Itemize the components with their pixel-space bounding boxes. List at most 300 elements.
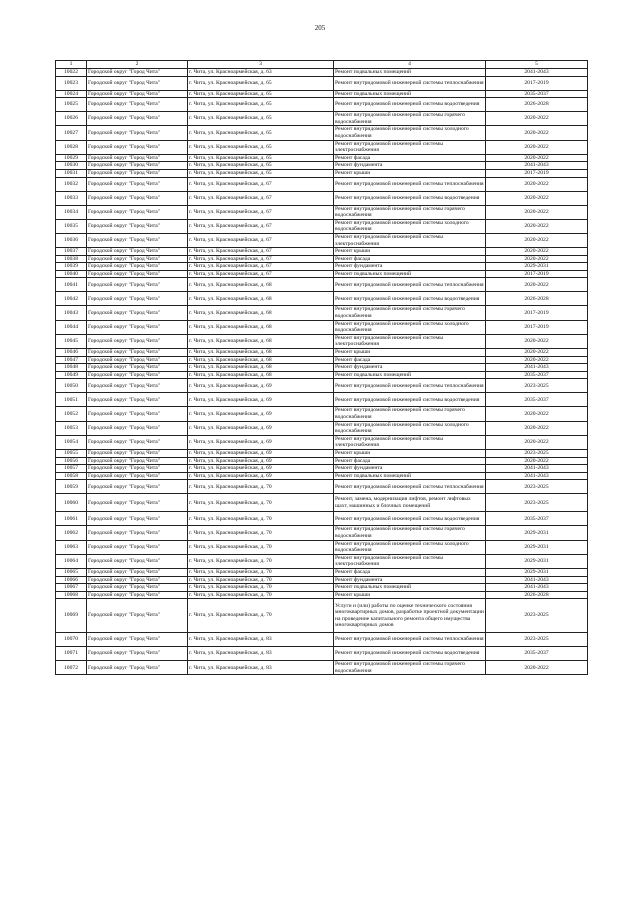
table-row: [56, 393, 588, 407]
address-cell: г. Чита, ул. Красноармейская, д. 69: [188, 472, 334, 480]
address-cell: г. Чита, ул. Красноармейская, д. 65: [188, 98, 334, 112]
municipality-cell: Городской округ "Город Чита": [87, 457, 188, 465]
period-cell: 2017-2019: [486, 169, 588, 177]
work-type-cell: Ремонт фасада: [334, 154, 486, 162]
period-cell: 2029-2031: [486, 568, 588, 576]
work-type-cell: Ремонт внутридомовой инженерной системы горячего водоснабжения: [334, 205, 486, 219]
work-type-cell: Ремонт подвальных помещений: [334, 270, 486, 278]
address-cell: г. Чита, ул. Красноармейская, д. 68: [188, 306, 334, 320]
work-type-cell: Ремонт крыши: [334, 591, 486, 599]
work-type-cell: Ремонт внутридомовой инженерной системы горячего водоснабжения: [334, 661, 486, 675]
table-row: [56, 661, 588, 675]
municipality-cell: Городской округ "Город Чита": [87, 526, 188, 540]
row-number-cell: 10045: [56, 334, 87, 348]
municipality-cell: Городской округ "Город Чита": [87, 661, 188, 675]
address-cell: г. Чита, ул. Красноармейская, д. 65: [188, 162, 334, 170]
municipality-cell: Городской округ "Город Чита": [87, 177, 188, 191]
period-cell: 2020-2022: [486, 177, 588, 191]
address-cell: г. Чита, ул. Красноармейская, д. 83: [188, 661, 334, 675]
address-cell: г. Чита, ул. Красноармейская, д. 70: [188, 540, 334, 554]
address-cell: г. Чита, ул. Красноармейская, д. 69: [188, 449, 334, 457]
municipality-cell: Городской округ "Город Чита": [87, 306, 188, 320]
row-number-cell: 10038: [56, 255, 87, 263]
work-type-cell: Ремонт внутридомовой инженерной системы электроснабжения: [334, 435, 486, 449]
row-number-cell: 10051: [56, 393, 87, 407]
table-row: [56, 472, 588, 480]
period-cell: 2020-2022: [486, 356, 588, 364]
work-type-cell: Ремонт крыши: [334, 449, 486, 457]
work-type-cell: Ремонт подвальных помещений: [334, 371, 486, 379]
work-type-cell: Ремонт внутридомовой инженерной системы горячего водоснабжения: [334, 306, 486, 320]
municipality-cell: Городской округ "Город Чита": [87, 126, 188, 140]
address-cell: г. Чита, ул. Красноармейская, д. 67: [188, 233, 334, 247]
table-row: [56, 320, 588, 334]
municipality-cell: Городской округ "Город Чита": [87, 112, 188, 126]
work-type-cell: Ремонт, замена, модернизация лифтов, ремонт лифтовых шахт, машинных и блочных помещений: [334, 494, 486, 512]
address-cell: г. Чита, ул. Красноармейская, д. 69: [188, 393, 334, 407]
period-cell: 2035-2037: [486, 512, 588, 526]
period-cell: 2017-2019: [486, 306, 588, 320]
address-cell: г. Чита, ул. Красноармейская, д. 69: [188, 457, 334, 465]
period-cell: 2035-2037: [486, 647, 588, 661]
municipality-cell: Городской округ "Город Чита": [87, 263, 188, 271]
table-row: [56, 169, 588, 177]
municipality-cell: Городской округ "Город Чита": [87, 278, 188, 292]
work-type-cell: Ремонт крыши: [334, 349, 486, 357]
municipality-cell: Городской округ "Город Чита": [87, 480, 188, 494]
address-cell: г. Чита, ул. Красноармейская, д. 67: [188, 255, 334, 263]
row-number-cell: 10043: [56, 306, 87, 320]
table-row: [56, 554, 588, 568]
municipality-cell: Городской округ "Город Чита": [87, 140, 188, 154]
period-cell: 2035-2037: [486, 393, 588, 407]
table-row: [56, 233, 588, 247]
table-row: [56, 540, 588, 554]
work-type-cell: Ремонт внутридомовой инженерной системы теплоснабжения: [334, 278, 486, 292]
table-row: [56, 633, 588, 647]
municipality-cell: Городской округ "Город Чита": [87, 371, 188, 379]
period-cell: 2020-2022: [486, 233, 588, 247]
municipality-cell: Городской округ "Город Чита": [87, 576, 188, 584]
row-number-cell: 10027: [56, 126, 87, 140]
row-number-cell: 10059: [56, 480, 87, 494]
period-cell: 2026-2028: [486, 591, 588, 599]
table-row: [56, 292, 588, 306]
work-type-cell: Ремонт внутридомовой инженерной системы теплоснабжения: [334, 76, 486, 90]
period-cell: 2017-2019: [486, 320, 588, 334]
period-cell: 2029-2031: [486, 263, 588, 271]
table-row: [56, 465, 588, 473]
table-row: [56, 69, 588, 77]
period-cell: 2023-2025: [486, 480, 588, 494]
work-type-cell: Ремонт подвальных помещений: [334, 472, 486, 480]
address-cell: г. Чита, ул. Красноармейская, д. 65: [188, 112, 334, 126]
table-row: [56, 126, 588, 140]
period-cell: 2041-2043: [486, 162, 588, 170]
work-type-cell: Ремонт внутридомовой инженерной системы теплоснабжения: [334, 379, 486, 393]
row-number-cell: 10056: [56, 457, 87, 465]
row-number-cell: 10063: [56, 540, 87, 554]
row-number-cell: 10044: [56, 320, 87, 334]
row-number-cell: 10039: [56, 263, 87, 271]
work-type-cell: Ремонт внутридомовой инженерной системы электроснабжения: [334, 140, 486, 154]
period-cell: 2020-2022: [486, 278, 588, 292]
row-number-cell: 10070: [56, 633, 87, 647]
table-row: [56, 90, 588, 98]
row-number-cell: 10037: [56, 248, 87, 256]
row-number-cell: 10060: [56, 494, 87, 512]
table-row: [56, 591, 588, 599]
table-row: [56, 248, 588, 256]
work-type-cell: Ремонт подвальных помещений: [334, 69, 486, 77]
work-type-cell: Ремонт внутридомовой инженерной системы водоотведения: [334, 393, 486, 407]
municipality-cell: Городской округ "Город Чита": [87, 364, 188, 372]
row-number-cell: 10069: [56, 599, 87, 633]
table-row: [56, 278, 588, 292]
row-number-cell: 10071: [56, 647, 87, 661]
municipality-cell: Городской округ "Город Чита": [87, 69, 188, 77]
period-cell: 2029-2031: [486, 554, 588, 568]
address-cell: г. Чита, ул. Красноармейская, д. 70: [188, 526, 334, 540]
municipality-cell: Городской округ "Город Чита": [87, 248, 188, 256]
municipality-cell: Городской округ "Город Чита": [87, 320, 188, 334]
table-row: [56, 191, 588, 205]
row-number-cell: 10035: [56, 219, 87, 233]
municipality-cell: Городской округ "Город Чита": [87, 421, 188, 435]
row-number-cell: 10042: [56, 292, 87, 306]
address-cell: г. Чита, ул. Красноармейская, д. 68: [188, 349, 334, 357]
row-number-cell: 10047: [56, 356, 87, 364]
period-cell: 2020-2022: [486, 407, 588, 421]
address-cell: г. Чита, ул. Красноармейская, д. 70: [188, 591, 334, 599]
address-cell: г. Чита, ул. Красноармейская, д. 67: [188, 219, 334, 233]
period-cell: 2029-2031: [486, 540, 588, 554]
column-header: 5: [486, 61, 588, 69]
address-cell: г. Чита, ул. Красноармейская, д. 69: [188, 407, 334, 421]
period-cell: 2041-2043: [486, 576, 588, 584]
table-row: [56, 263, 588, 271]
period-cell: 2023-2025: [486, 379, 588, 393]
work-type-cell: Ремонт внутридомовой инженерной системы водоотведения: [334, 191, 486, 205]
period-cell: 2041-2043: [486, 364, 588, 372]
municipality-cell: Городской округ "Город Чита": [87, 255, 188, 263]
table-body: [56, 69, 588, 675]
address-cell: г. Чита, ул. Красноармейская, д. 68: [188, 334, 334, 348]
address-cell: г. Чита, ул. Красноармейская, д. 68: [188, 356, 334, 364]
table-row: [56, 371, 588, 379]
row-number-cell: 10062: [56, 526, 87, 540]
work-type-cell: Ремонт внутридомовой инженерной системы водоотведения: [334, 98, 486, 112]
municipality-cell: Городской округ "Город Чита": [87, 494, 188, 512]
address-cell: г. Чита, ул. Красноармейская, д. 83: [188, 633, 334, 647]
row-number-cell: 10065: [56, 568, 87, 576]
work-type-cell: Ремонт внутридомовой инженерной системы холодного водоснабжения: [334, 126, 486, 140]
address-cell: г. Чита, ул. Красноармейская, д. 67: [188, 205, 334, 219]
address-cell: г. Чита, ул. Красноармейская, д. 69: [188, 465, 334, 473]
row-number-cell: 10032: [56, 177, 87, 191]
work-type-cell: Ремонт фасада: [334, 457, 486, 465]
period-cell: 2029-2031: [486, 526, 588, 540]
work-type-cell: Ремонт фундамента: [334, 465, 486, 473]
table-row: [56, 457, 588, 465]
work-type-cell: Ремонт внутридомовой инженерной системы теплоснабжения: [334, 177, 486, 191]
municipality-cell: Городской округ "Город Чита": [87, 334, 188, 348]
period-cell: 2026-2028: [486, 292, 588, 306]
address-cell: г. Чита, ул. Красноармейская, д. 70: [188, 480, 334, 494]
row-number-cell: 10057: [56, 465, 87, 473]
period-cell: 2041-2043: [486, 465, 588, 473]
address-cell: г. Чита, ул. Красноармейская, д. 83: [188, 647, 334, 661]
table-row: [56, 576, 588, 584]
work-type-cell: Ремонт внутридомовой инженерной системы водоотведения: [334, 292, 486, 306]
work-type-cell: Ремонт внутридомовой инженерной системы холодного водоснабжения: [334, 421, 486, 435]
municipality-cell: Городской округ "Город Чита": [87, 154, 188, 162]
municipality-cell: Городской округ "Город Чита": [87, 472, 188, 480]
row-number-cell: 10025: [56, 98, 87, 112]
table-row: [56, 584, 588, 592]
address-cell: г. Чита, ул. Красноармейская, д. 70: [188, 568, 334, 576]
column-header: 3: [188, 61, 334, 69]
municipality-cell: Городской округ "Город Чита": [87, 76, 188, 90]
row-number-cell: 10072: [56, 661, 87, 675]
table-row: [56, 205, 588, 219]
municipality-cell: Городской округ "Город Чита": [87, 512, 188, 526]
address-cell: г. Чита, ул. Красноармейская, д. 67: [188, 191, 334, 205]
row-number-cell: 10036: [56, 233, 87, 247]
row-number-cell: 10034: [56, 205, 87, 219]
work-type-cell: Ремонт внутридомовой инженерной системы теплоснабжения: [334, 633, 486, 647]
work-type-cell: Ремонт внутридомовой инженерной системы электроснабжения: [334, 554, 486, 568]
period-cell: 2020-2022: [486, 457, 588, 465]
municipality-cell: Городской округ "Город Чита": [87, 407, 188, 421]
table-row: [56, 98, 588, 112]
period-cell: 2017-2019: [486, 270, 588, 278]
work-type-cell: Ремонт фасада: [334, 568, 486, 576]
period-cell: 2020-2022: [486, 126, 588, 140]
table-row: [56, 112, 588, 126]
municipality-cell: Городской округ "Город Чита": [87, 162, 188, 170]
table-row: [56, 356, 588, 364]
municipality-cell: Городской округ "Город Чита": [87, 356, 188, 364]
municipality-cell: Городской округ "Город Чита": [87, 191, 188, 205]
address-cell: г. Чита, ул. Красноармейская, д. 65: [188, 169, 334, 177]
municipality-cell: Городской округ "Город Чита": [87, 219, 188, 233]
period-cell: 2020-2022: [486, 255, 588, 263]
work-type-cell: Ремонт внутридомовой инженерной системы горячего водоснабжения: [334, 526, 486, 540]
table-row: [56, 494, 588, 512]
work-type-cell: Ремонт подвальных помещений: [334, 584, 486, 592]
period-cell: 2020-2022: [486, 248, 588, 256]
municipality-cell: Городской округ "Город Чита": [87, 270, 188, 278]
work-type-cell: Ремонт фундамента: [334, 364, 486, 372]
period-cell: 2020-2022: [486, 154, 588, 162]
table-row: [56, 421, 588, 435]
municipality-cell: Городской округ "Город Чита": [87, 554, 188, 568]
row-number-cell: 10041: [56, 278, 87, 292]
table-row: [56, 364, 588, 372]
municipality-cell: Городской округ "Город Чита": [87, 379, 188, 393]
row-number-cell: 10066: [56, 576, 87, 584]
municipality-cell: Городской округ "Город Чита": [87, 435, 188, 449]
work-type-cell: Ремонт фасада: [334, 255, 486, 263]
address-cell: г. Чита, ул. Красноармейская, д. 70: [188, 576, 334, 584]
period-cell: 2041-2043: [486, 584, 588, 592]
period-cell: 2020-2022: [486, 205, 588, 219]
address-cell: г. Чита, ул. Красноармейская, д. 65: [188, 140, 334, 154]
row-number-cell: 10050: [56, 379, 87, 393]
address-cell: г. Чита, ул. Красноармейская, д. 67: [188, 270, 334, 278]
address-cell: г. Чита, ул. Красноармейская, д. 68: [188, 371, 334, 379]
work-type-cell: Ремонт внутридомовой инженерной системы холодного водоснабжения: [334, 540, 486, 554]
period-cell: 2020-2022: [486, 191, 588, 205]
period-cell: 2035-2037: [486, 90, 588, 98]
table-row: [56, 219, 588, 233]
address-cell: г. Чита, ул. Красноармейская, д. 69: [188, 421, 334, 435]
table-row: [56, 334, 588, 348]
municipality-cell: Городской округ "Город Чита": [87, 169, 188, 177]
table-row: [56, 480, 588, 494]
period-cell: 2020-2022: [486, 219, 588, 233]
work-type-cell: Ремонт внутридомовой инженерной системы горячего водоснабжения: [334, 112, 486, 126]
row-number-cell: 10023: [56, 76, 87, 90]
table-row: [56, 76, 588, 90]
table-row: [56, 379, 588, 393]
work-type-cell: Ремонт внутридомовой инженерной системы водоотведения: [334, 512, 486, 526]
work-type-cell: Ремонт фундамента: [334, 576, 486, 584]
period-cell: 2041-2043: [486, 69, 588, 77]
municipality-cell: Городской округ "Город Чита": [87, 584, 188, 592]
address-cell: г. Чита, ул. Красноармейская, д. 70: [188, 494, 334, 512]
period-cell: 2041-2043: [486, 472, 588, 480]
period-cell: 2020-2022: [486, 140, 588, 154]
table-header-row: [56, 61, 588, 69]
work-type-cell: Ремонт внутридомовой инженерной системы горячего водоснабжения: [334, 407, 486, 421]
work-type-cell: Ремонт внутридомовой инженерной системы электроснабжения: [334, 233, 486, 247]
address-cell: г. Чита, ул. Красноармейская, д. 68: [188, 320, 334, 334]
work-type-cell: Ремонт фундамента: [334, 162, 486, 170]
table-row: [56, 526, 588, 540]
municipality-cell: Городской округ "Город Чита": [87, 393, 188, 407]
address-cell: г. Чита, ул. Красноармейская, д. 68: [188, 364, 334, 372]
address-cell: г. Чита, ул. Красноармейская, д. 65: [188, 154, 334, 162]
period-cell: 2026-2028: [486, 98, 588, 112]
table-row: [56, 162, 588, 170]
address-cell: г. Чита, ул. Красноармейская, д. 70: [188, 554, 334, 568]
table-row: [56, 306, 588, 320]
work-type-cell: Ремонт крыши: [334, 248, 486, 256]
address-cell: г. Чита, ул. Красноармейская, д. 70: [188, 584, 334, 592]
row-number-cell: 10030: [56, 162, 87, 170]
address-cell: г. Чита, ул. Красноармейская, д. 70: [188, 512, 334, 526]
period-cell: 2017-2019: [486, 76, 588, 90]
address-cell: г. Чита, ул. Красноармейская, д. 69: [188, 435, 334, 449]
address-cell: г. Чита, ул. Красноармейская, д. 65: [188, 76, 334, 90]
municipality-cell: Городской округ "Город Чита": [87, 633, 188, 647]
table-row: [56, 512, 588, 526]
table-row: [56, 435, 588, 449]
municipality-cell: Городской округ "Город Чита": [87, 540, 188, 554]
period-cell: 2023-2025: [486, 449, 588, 457]
row-number-cell: 10058: [56, 472, 87, 480]
table-row: [56, 255, 588, 263]
address-cell: г. Чита, ул. Красноармейская, д. 68: [188, 292, 334, 306]
municipality-cell: Городской округ "Город Чита": [87, 90, 188, 98]
row-number-cell: 10040: [56, 270, 87, 278]
municipality-cell: Городской округ "Город Чита": [87, 465, 188, 473]
row-number-cell: 10055: [56, 449, 87, 457]
period-cell: 2023-2025: [486, 633, 588, 647]
table-row: [56, 568, 588, 576]
row-number-cell: 10033: [56, 191, 87, 205]
table-row: [56, 270, 588, 278]
work-type-cell: Ремонт внутридомовой инженерной системы теплоснабжения: [334, 480, 486, 494]
period-cell: 2020-2022: [486, 112, 588, 126]
work-type-cell: Ремонт фасада: [334, 356, 486, 364]
period-cell: 2023-2025: [486, 494, 588, 512]
municipality-cell: Городской округ "Город Чита": [87, 98, 188, 112]
column-header: 2: [87, 61, 188, 69]
table-row: [56, 647, 588, 661]
row-number-cell: 10028: [56, 140, 87, 154]
table-row: [56, 154, 588, 162]
work-type-cell: Ремонт внутридомовой инженерной системы холодного водоснабжения: [334, 320, 486, 334]
column-header: 1: [56, 61, 87, 69]
municipality-cell: Городской округ "Город Чита": [87, 233, 188, 247]
row-number-cell: 10046: [56, 349, 87, 357]
address-cell: г. Чита, ул. Красноармейская, д. 68: [188, 278, 334, 292]
row-number-cell: 10053: [56, 421, 87, 435]
table-row: [56, 407, 588, 421]
address-cell: г. Чита, ул. Красноармейская, д. 67: [188, 263, 334, 271]
municipality-cell: Городской округ "Город Чита": [87, 449, 188, 457]
period-cell: 2020-2022: [486, 661, 588, 675]
table-row: [56, 599, 588, 633]
row-number-cell: 10054: [56, 435, 87, 449]
period-cell: 2035-2037: [486, 371, 588, 379]
row-number-cell: 10031: [56, 169, 87, 177]
row-number-cell: 10067: [56, 584, 87, 592]
work-type-cell: Ремонт внутридомовой инженерной системы холодного водоснабжения: [334, 219, 486, 233]
period-cell: 2020-2022: [486, 435, 588, 449]
table-row: [56, 140, 588, 154]
period-cell: 2020-2022: [486, 334, 588, 348]
column-header: 4: [334, 61, 486, 69]
table-row: [56, 349, 588, 357]
row-number-cell: 10024: [56, 90, 87, 98]
work-type-cell: Ремонт крыши: [334, 169, 486, 177]
table-row: [56, 449, 588, 457]
work-type-cell: Ремонт подвальных помещений: [334, 90, 486, 98]
page-number: 205: [314, 24, 326, 32]
row-number-cell: 10068: [56, 591, 87, 599]
address-cell: г. Чита, ул. Красноармейская, д. 65: [188, 90, 334, 98]
period-cell: 2020-2022: [486, 349, 588, 357]
table-row: [56, 177, 588, 191]
row-number-cell: 10022: [56, 69, 87, 77]
period-cell: 2020-2022: [486, 421, 588, 435]
period-cell: 2023-2025: [486, 599, 588, 633]
municipality-cell: Городской округ "Город Чита": [87, 205, 188, 219]
address-cell: г. Чита, ул. Красноармейская, д. 63: [188, 69, 334, 77]
address-cell: г. Чита, ул. Красноармейская, д. 67: [188, 248, 334, 256]
municipality-cell: Городской округ "Город Чита": [87, 591, 188, 599]
municipality-cell: Городской округ "Город Чита": [87, 599, 188, 633]
row-number-cell: 10048: [56, 364, 87, 372]
row-number-cell: 10052: [56, 407, 87, 421]
work-type-cell: Ремонт внутридомовой инженерной системы электроснабжения: [334, 334, 486, 348]
repair-schedule-table: [55, 60, 588, 675]
row-number-cell: 10029: [56, 154, 87, 162]
